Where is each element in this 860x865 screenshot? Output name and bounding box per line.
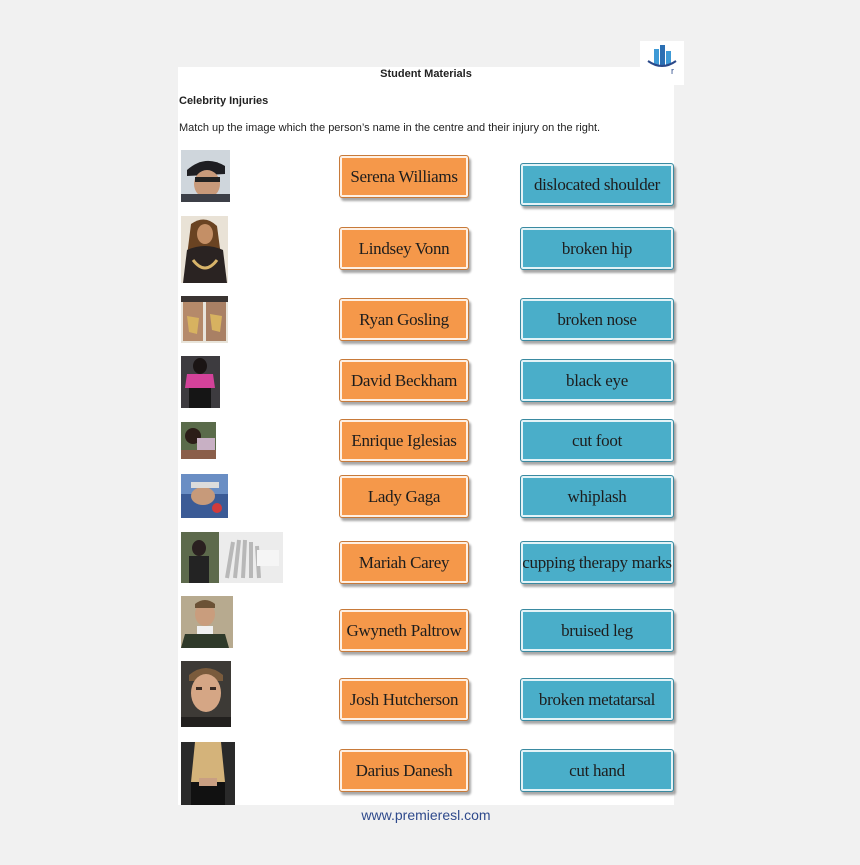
celebrity-photo-3 — [181, 296, 228, 343]
name-button-4[interactable]: David Beckham — [339, 359, 469, 402]
injury-button-2[interactable]: broken hip — [520, 227, 674, 270]
injury-button-4[interactable]: black eye — [520, 359, 674, 402]
injury-button-3[interactable]: broken nose — [520, 298, 674, 341]
name-button-10[interactable]: Darius Danesh — [339, 749, 469, 792]
celebrity-photo-10 — [181, 742, 235, 805]
celebrity-photo-9 — [181, 661, 231, 727]
celebrity-photo-2 — [181, 216, 228, 283]
footer-website-link[interactable]: www.premieresl.com — [361, 807, 491, 823]
injury-button-10[interactable]: cut hand — [520, 749, 674, 792]
injury-button-1[interactable]: dislocated shoulder — [520, 163, 674, 206]
name-button-8[interactable]: Gwyneth Paltrow — [339, 609, 469, 652]
celebrity-photo-5 — [181, 422, 216, 459]
name-button-7[interactable]: Mariah Carey — [339, 541, 469, 584]
injury-button-8[interactable]: bruised leg — [520, 609, 674, 652]
name-button-9[interactable]: Josh Hutcherson — [339, 678, 469, 721]
logo-letter: r — [671, 66, 674, 76]
celebrity-photo-4 — [181, 356, 220, 408]
name-button-1[interactable]: Serena Williams — [339, 155, 469, 198]
section-title: Celebrity Injuries — [179, 95, 269, 107]
page-title: Student Materials — [380, 68, 472, 80]
celebrity-photo-6 — [181, 474, 228, 518]
injury-button-7[interactable]: cupping therapy marks — [520, 541, 674, 584]
celebrity-photo-1 — [181, 150, 230, 202]
injury-button-6[interactable]: whiplash — [520, 475, 674, 518]
name-button-3[interactable]: Ryan Gosling — [339, 298, 469, 341]
celebrity-photo-8 — [181, 596, 233, 648]
celebrity-photo-7 — [181, 532, 283, 583]
instructions-text: Match up the image which the person’s name in the centre and their injury on the right. — [179, 122, 601, 134]
injury-button-5[interactable]: cut foot — [520, 419, 674, 462]
name-button-2[interactable]: Lindsey Vonn — [339, 227, 469, 270]
name-button-6[interactable]: Lady Gaga — [339, 475, 469, 518]
injury-button-9[interactable]: broken metatarsal — [520, 678, 674, 721]
name-button-5[interactable]: Enrique Iglesias — [339, 419, 469, 462]
